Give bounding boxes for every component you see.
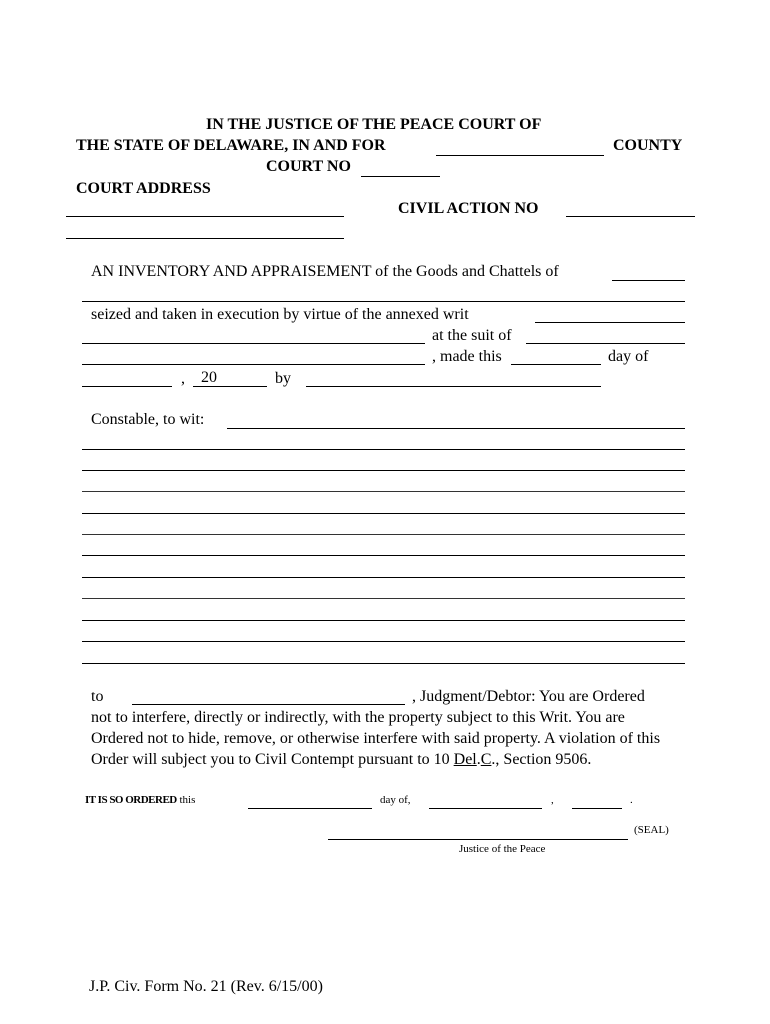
court-no-field[interactable] xyxy=(361,176,440,177)
seized-text: seized and taken in execution by virtue of the annexed writ xyxy=(91,306,469,323)
order-day-of-label: day of, xyxy=(380,794,411,806)
made-this-label: , made this xyxy=(432,348,502,365)
county-field[interactable] xyxy=(436,155,604,156)
constable-name-field[interactable] xyxy=(306,386,601,387)
day-field[interactable] xyxy=(511,364,601,365)
court-no-label: COURT NO xyxy=(266,158,351,175)
header-line-2: THE STATE OF DELAWARE, IN AND FOR xyxy=(76,137,386,154)
owner-field[interactable] xyxy=(612,280,685,281)
inventory-intro: AN INVENTORY AND APPRAISEMENT of the Goods and Chattels of xyxy=(91,263,559,280)
order-day-field[interactable] xyxy=(248,808,372,809)
inventory-line-8[interactable] xyxy=(82,577,685,578)
inventory-line-11[interactable] xyxy=(82,641,685,642)
plaintiff-line-2[interactable] xyxy=(82,364,425,365)
civil-action-no-field[interactable] xyxy=(566,216,695,217)
order-month-field[interactable] xyxy=(429,808,542,809)
judgment-debtor-label: , Judgment/Debtor: You are Ordered xyxy=(412,688,645,705)
justice-of-the-peace-label: Justice of the Peace xyxy=(459,843,546,855)
form-number: J.P. Civ. Form No. 21 (Rev. 6/15/00) xyxy=(89,978,323,995)
civil-action-no-label: CIVIL ACTION NO xyxy=(398,200,539,217)
by-label: by xyxy=(275,370,291,387)
inventory-line-2[interactable] xyxy=(82,449,685,450)
inventory-line-5[interactable] xyxy=(82,513,685,514)
court-address-line-1[interactable] xyxy=(66,216,344,217)
inventory-line-6[interactable] xyxy=(82,534,685,535)
at-suit-label: at the suit of xyxy=(432,327,512,344)
inventory-line-12[interactable] xyxy=(82,663,685,664)
order-period: . xyxy=(630,794,633,806)
day-of-label: day of xyxy=(608,348,649,365)
to-label: to xyxy=(91,688,104,705)
order-line-4: Order will subject you to Civil Contempt pursuant to 10 Del.C., Section 9506. xyxy=(91,751,592,768)
court-address-label: COURT ADDRESS xyxy=(76,180,211,197)
inventory-line-3[interactable] xyxy=(82,470,685,471)
inventory-line-4[interactable] xyxy=(82,491,685,492)
month-field[interactable] xyxy=(82,386,172,387)
plaintiff-field[interactable] xyxy=(526,343,685,344)
owner-line-2[interactable] xyxy=(82,301,685,302)
order-line-3: Ordered not to hide, remove, or otherwise interfere with said property. A violation of this xyxy=(91,730,661,747)
writ-line-2[interactable] xyxy=(82,343,425,344)
order-comma: , xyxy=(551,794,554,806)
year-field[interactable] xyxy=(193,386,267,387)
court-address-line-2[interactable] xyxy=(66,238,344,239)
judgment-debtor-field[interactable] xyxy=(132,704,405,705)
order-year-field[interactable] xyxy=(572,808,622,809)
so-ordered-text: IT IS SO ORDERED this xyxy=(85,794,196,806)
header-line-1: IN THE JUSTICE OF THE PEACE COURT OF xyxy=(206,116,542,133)
comma: , xyxy=(181,370,185,387)
inventory-line-9[interactable] xyxy=(82,598,685,599)
seal-label: (SEAL) xyxy=(634,824,669,836)
county-label: COUNTY xyxy=(613,137,683,154)
writ-field[interactable] xyxy=(535,322,685,323)
order-line-2: not to interfere, directly or indirectly, with the property subject to this Writ. You are xyxy=(91,709,625,726)
justice-signature-line[interactable] xyxy=(328,839,628,840)
inventory-line-1[interactable] xyxy=(227,428,685,429)
year-prefix: 20 xyxy=(201,369,217,386)
constable-label: Constable, to wit: xyxy=(91,411,205,428)
inventory-line-7[interactable] xyxy=(82,555,685,556)
inventory-line-10[interactable] xyxy=(82,620,685,621)
